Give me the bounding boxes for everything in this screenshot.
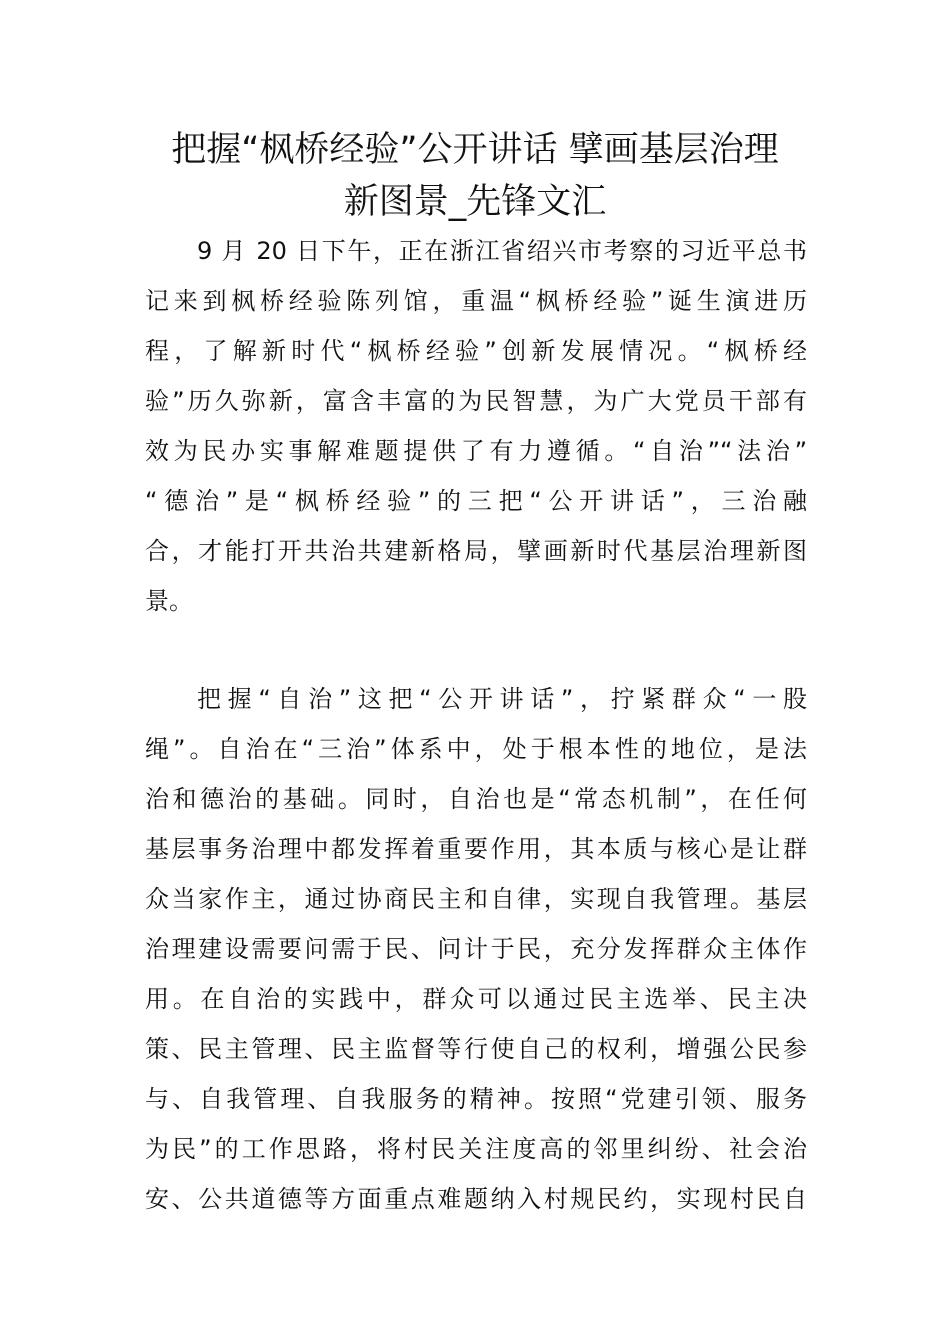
paragraph-line: 绳”。自治在“三治”体系中，处于根本性的地位，是法: [145, 735, 807, 763]
document-title-line-1: 把握“枫桥经验”公开讲话 擘画基层治理: [171, 130, 779, 170]
paragraph-line: 把握“自治”这把“公开讲话”，拧紧群众“一股: [197, 685, 807, 713]
paragraph-line: 合，才能打开共治共建新格局，擘画新时代基层治理新图: [145, 537, 807, 565]
paragraph-line: 效为民办实事解难题提供了有力遵循。“自治”“法治”: [145, 437, 807, 465]
paragraph-line: 用。在自治的实践中，群众可以通过民主选举、民主决: [145, 985, 807, 1013]
paragraph-line: 为民”的工作思路，将村民关注度高的邻里纠纷、社会治: [145, 1135, 807, 1163]
paragraph-line: 治和德治的基础。同时，自治也是“常态机制”，在任何: [145, 785, 807, 813]
paragraph-line: 9 月 20 日下午，正在浙江省绍兴市考察的习近平总书: [197, 237, 807, 265]
paragraph-line: 与、自我管理、自我服务的精神。按照“党建引领、服务: [145, 1085, 807, 1113]
paragraph-line: 治理建设需要问需于民、问计于民，充分发挥群众主体作: [145, 935, 807, 963]
paragraph-line: 程，了解新时代“枫桥经验”创新发展情况。“枫桥经: [145, 337, 807, 365]
paragraph-line: “德治”是“枫桥经验”的三把“公开讲话”，三治融: [145, 487, 807, 515]
paragraph-line: 基层事务治理中都发挥着重要作用，其本质与核心是让群: [145, 835, 807, 863]
document-title-line-2: 新图景_先锋文汇: [343, 182, 607, 222]
paragraph-line: 景。: [145, 587, 193, 615]
paragraph-line: 记来到枫桥经验陈列馆，重温“枫桥经验”诞生演进历: [145, 287, 807, 315]
paragraph-line: 安、公共道德等方面重点难题纳入村规民约，实现村民自: [145, 1185, 807, 1213]
paragraph-line: 策、民主管理、民主监督等行使自己的权利，增强公民参: [145, 1035, 807, 1063]
paragraph-line: 验”历久弥新，富含丰富的为民智慧，为广大党员干部有: [145, 387, 807, 415]
paragraph-line: 众当家作主，通过协商民主和自律，实现自我管理。基层: [145, 885, 807, 913]
